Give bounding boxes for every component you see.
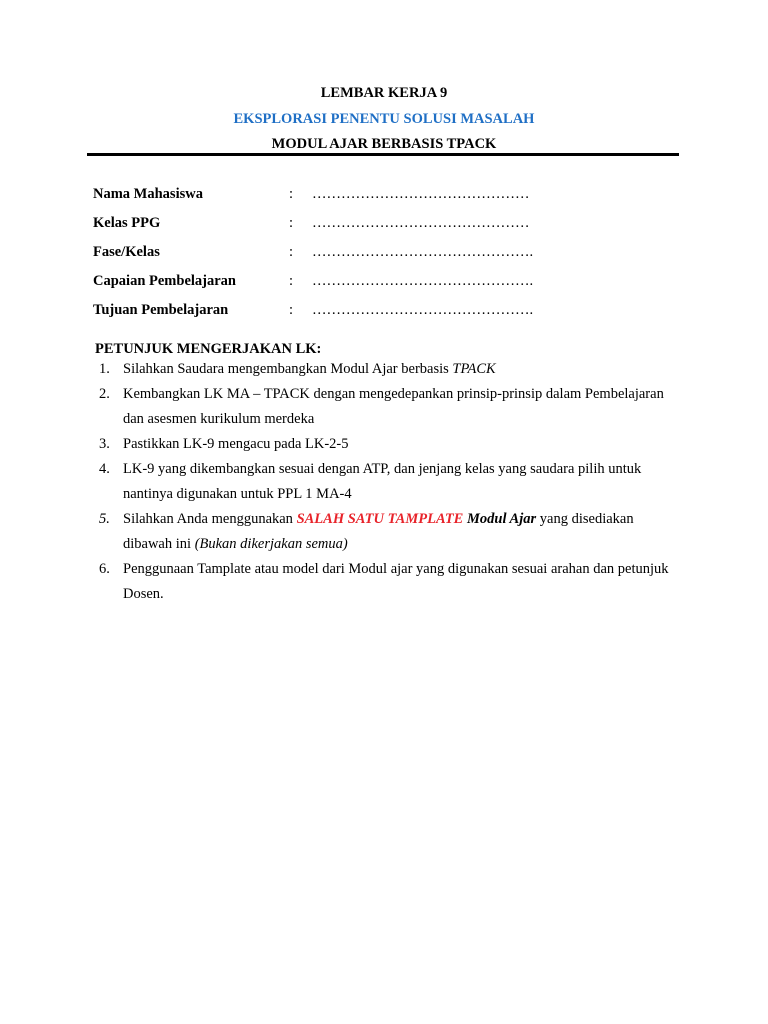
item-text: Silahkan Saudara mengembangkan Modul Ajar berbasis (123, 361, 453, 377)
field-separator: : (289, 273, 294, 289)
list-item (96, 557, 686, 607)
item-number: 2. (99, 386, 110, 402)
item-number: 1. (99, 361, 110, 377)
field-label: Fase/Kelas (93, 244, 160, 260)
item-emphasis: Modul Ajar (463, 511, 537, 527)
worksheet-subtitle: EKSPLORASI PENENTU SOLUSI MASALAH (233, 111, 535, 127)
module-title: MODUL AJAR BERBASIS TPACK (271, 136, 497, 152)
field-label: Nama Mahasiswa (93, 186, 203, 202)
field-separator: : (289, 215, 294, 231)
list-item (96, 457, 686, 507)
field-blank[interactable]: ………………………………………. (312, 302, 534, 318)
field-separator: : (289, 302, 294, 318)
title-divider (87, 153, 679, 156)
field-separator: : (289, 244, 294, 260)
list-item (96, 432, 686, 457)
item-number: 5. (99, 511, 110, 527)
field-label: Tujuan Pembelajaran (93, 302, 229, 318)
field-blank[interactable]: ……………………………………… (312, 186, 530, 202)
item-text: Silahkan Anda menggunakan (123, 511, 297, 527)
list-item (96, 507, 686, 557)
item-text: Pastikkan LK-9 mengacu pada LK-2-5 (123, 436, 349, 452)
list-item (96, 382, 686, 432)
item-number: 4. (99, 461, 110, 477)
item-text: Penggunaan Tamplate atau model dari Modul ajar yang digunakan sesuai arahan dan petunjuk Dosen. (123, 561, 669, 602)
template-highlight: SALAH SATU TAMPLATE (296, 511, 464, 527)
instructions-heading: PETUNJUK MENGERJAKAN LK: (95, 341, 322, 357)
item-number: 3. (99, 436, 110, 452)
field-label: Kelas PPG (93, 215, 161, 231)
list-item (96, 357, 686, 382)
worksheet-title: LEMBAR KERJA 9 (320, 85, 448, 101)
item-text: Kembangkan LK MA – TPACK dengan mengedepankan prinsip-prinsip dalam Pembelajaran dan asesmen kurikulum merdeka (123, 386, 664, 427)
item-text: LK-9 yang dikembangkan sesuai dengan ATP, dan jenjang kelas yang saudara pilih untuk nantinya digunakan untuk PPL 1 MA-4 (123, 461, 642, 502)
field-label: Capaian Pembelajaran (93, 273, 236, 289)
field-blank[interactable]: ………………………………………. (312, 244, 534, 260)
item-number: 6. (99, 561, 110, 577)
field-blank[interactable]: ………………………………………. (312, 273, 534, 289)
field-separator: : (289, 186, 294, 202)
field-blank[interactable]: ……………………………………… (312, 215, 530, 231)
item-note: (Bukan dikerjakan semua) (194, 536, 348, 552)
instructions-list (96, 357, 686, 607)
item-emphasis: TPACK (452, 361, 496, 377)
item-text: yang disediakan dibawah ini (123, 511, 634, 552)
